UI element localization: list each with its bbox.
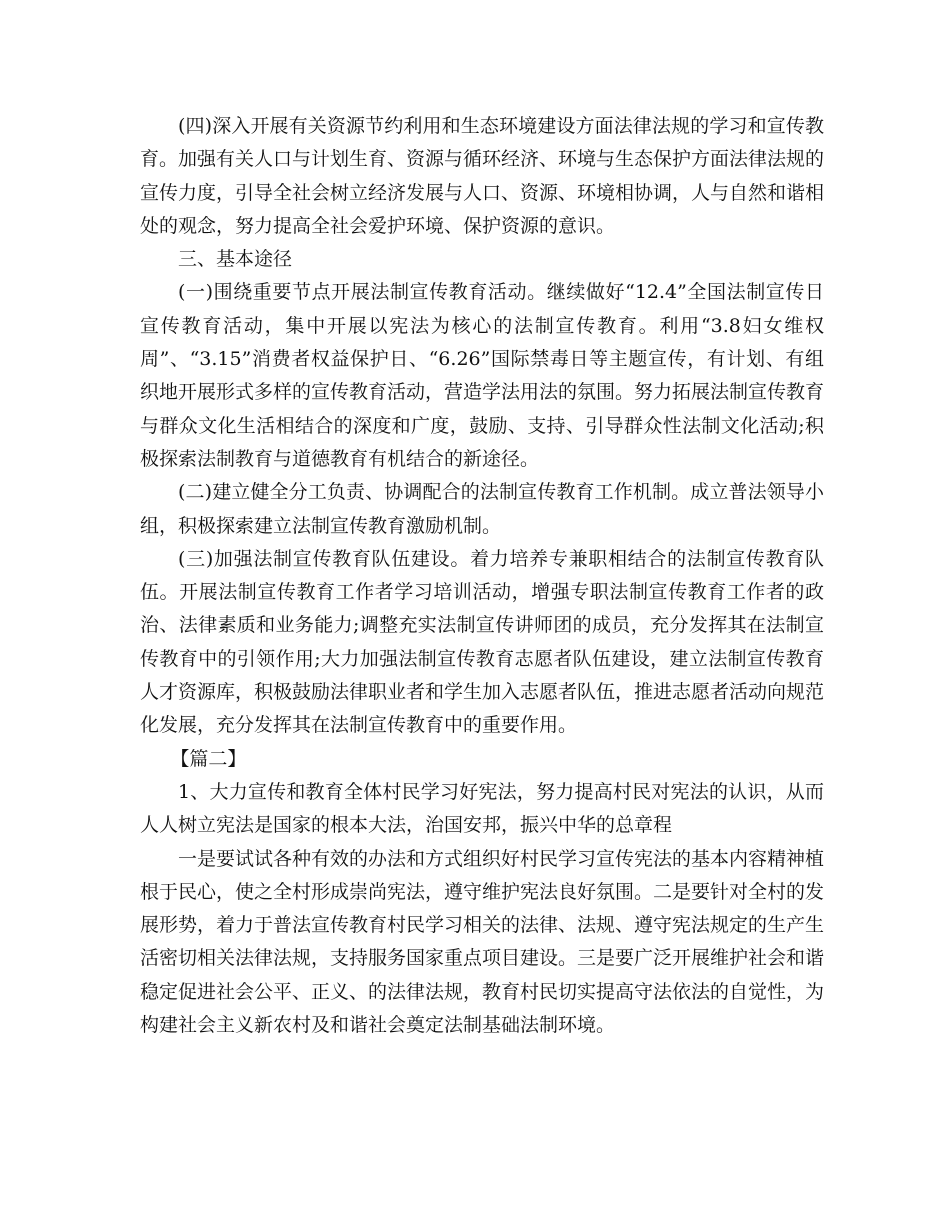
paragraph-key-dates: (一)围绕重要节点开展法制宣传教育活动。继续做好“12.4”全国法制宣传日宣传教育活动，集中开展以宪法为核心的法制宣传教育。利用“3.8妇女维权周”、“3.15”消费者权益保护日、“6.26”国际禁毒日等主题宣传，有计划、有组织地开展形式多样的宣传教育活动，营造学法用法的氛围。努力拓展法制宣传教育与群众文化生活相结合的深度和广度，鼓励、支持、引导群众性法制文化活动;积极探索法制教育与道德教育有机结合的新途径。 — [140, 281, 825, 470]
paragraph-team-building: (三)加强法制宣传教育队伍建设。着力培养专兼职相结合的法制宣传教育队伍。开展法制宣传教育工作者学习培训活动，增强专职法制宣传教育工作者的政治、法律素质和业务能力;调整充实法制宣传讲师团的成员，充分发挥其在法制宣传教育中的引领作用;大力加强法制宣传教育志愿者队伍建设，建立法制宣传教育人才资源库，积极鼓励法律职业者和学生加入志愿者队伍，推进志愿者活动向规范化发展，充分发挥其在法制宣传教育中的重要作用。 — [140, 547, 825, 737]
document-body — [140, 110, 824, 1042]
paragraph-village-measures: 一是要试试各种有效的办法和方式组织好村民学习宣传宪法的基本内容精神植根于民心，使之全村形成崇尚宪法，遵守维护宪法良好氛围。二是要针对全村的发展形势，着力于普法宣传教育村民学习相关的法律、法规、遵守宪法规定的生产生活密切相关法律法规，支持服务国家重点项目建设。三是要广泛开展维护社会和谐稳定促进社会公平、正义、的法律法规，教育村民切实提高守法依法的自觉性，为构建社会主义新农村及和谐社会奠定法制基础法制环境。 — [140, 847, 825, 1037]
section-heading-basic-approaches: 三、基本途径 — [178, 248, 293, 271]
section-heading-part-two: 【篇二】 — [170, 747, 247, 770]
paragraph-work-mechanism: (二)建立健全分工负责、协调配合的法制宣传教育工作机制。成立普法领导小组，积极探索建立法制宣传教育激励机制。 — [140, 481, 824, 537]
paragraph-constitution-study: 1、大力宣传和教育全体村民学习好宪法，努力提高村民对宪法的认识，从而人人树立宪法是国家的根本大法，治国安邦，振兴中华的总章程 — [140, 780, 824, 837]
paragraph-resource-ecology: (四)深入开展有关资源节约利用和生态环境建设方面法律法规的学习和宣传教育。加强有关人口与计划生育、资源与循环经济、环境与生态保护方面法律法规的宣传力度，引导全社会树立经济发展与人口、资源、环境相协调，人与自然和谐相处的观念，努力提高全社会爱护环境、保护资源的意识。 — [140, 115, 825, 237]
